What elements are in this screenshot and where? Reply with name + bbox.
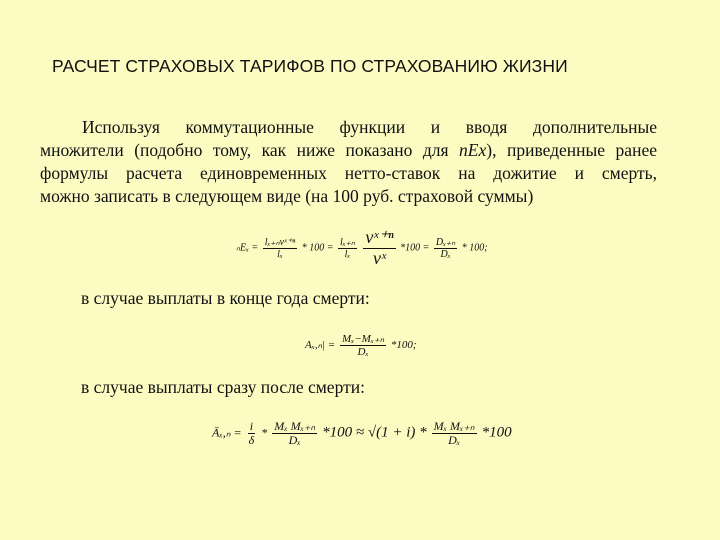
formula3-fraction-1 <box>272 420 317 447</box>
intro-line-2-term: nEx <box>459 140 487 160</box>
intro-line-2 <box>40 139 657 162</box>
formula-death-immediate <box>212 420 512 447</box>
formula3-interest-numerator: i <box>249 419 254 433</box>
formula3-middle: *100 ≈ √(1 + i) * <box>322 424 427 441</box>
formula3-fraction-2-denominator: Dₓ <box>448 433 461 448</box>
formula1-discount-fraction <box>363 228 395 269</box>
formula3-interest-fraction <box>247 420 257 447</box>
formula2-numerator: Mₓ−Mₓ₊ₙ <box>341 333 385 345</box>
formula3-star: * <box>261 425 268 440</box>
formula1-discount-numerator: vˣ⁺ⁿ <box>365 227 394 247</box>
formula2-lhs: Aₓ,ₙ| = <box>305 339 336 352</box>
formula1-fraction-2 <box>338 237 357 260</box>
formula1-fraction-3-denominator: Dₓ <box>440 248 451 260</box>
formula1-discount-denominator: vˣ <box>372 247 387 268</box>
formula2-fraction <box>340 333 386 358</box>
formula1-fraction-1-numerator: lₓ₊ₙvˣ⁺ⁿ <box>264 236 296 248</box>
formula2-end: *100; <box>390 339 417 352</box>
formula-survival <box>236 228 488 269</box>
formula1-fraction-1-denominator: lₓ <box>277 248 283 260</box>
formula3-fraction-2 <box>432 420 477 447</box>
intro-paragraph <box>40 116 657 208</box>
formula1-times-100: * 100 = <box>301 242 334 254</box>
formula2-denominator: Dₓ <box>357 346 369 359</box>
page-title: РАСЧЕТ СТРАХОВЫХ ТАРИФОВ ПО СТРАХОВАНИЮ ЖИЗНИ <box>52 56 568 76</box>
formula1-fraction-3 <box>434 237 457 260</box>
formula3-fraction-2-numerator: Mₓ Mₓ₊ₙ <box>433 419 475 433</box>
formula1-end: * 100; <box>461 242 488 254</box>
formula3-interest-denominator: δ <box>248 433 255 448</box>
formula-death-end-of-year <box>305 333 417 358</box>
formula1-fraction-1 <box>263 237 298 260</box>
formula3-lhs: Āₓ,ₙ = <box>212 425 242 440</box>
formula1-times-100b: *100 = <box>400 242 430 254</box>
intro-line-4: можно записать в следующем виде (на 100 руб. страховой суммы) <box>40 186 534 206</box>
case-end-of-year-label: в случае выплаты в конце года смерти: <box>81 288 370 308</box>
formula3-end: *100 <box>481 424 512 441</box>
intro-line-3: формулы расчета единовременных нетто-ставок на дожитие и смерть, <box>40 163 657 183</box>
formula3-fraction-1-denominator: Dₓ <box>288 433 301 448</box>
formula1-fraction-2-numerator: lₓ₊ₙ <box>340 236 355 248</box>
formula1-fraction-2-denominator: lₓ <box>344 248 351 260</box>
formula1-fraction-3-numerator: Dₓ₊ₙ <box>435 236 456 248</box>
formula3-fraction-1-numerator: Mₓ Mₓ₊ₙ <box>274 419 316 433</box>
formula1-lhs: ₙEₓ = <box>236 242 259 254</box>
intro-line-2-start: множители (подобно тому, как ниже показано для <box>40 140 460 160</box>
case-immediate-label: в случае выплаты сразу после смерти: <box>81 377 365 397</box>
intro-line-1: Используя коммутационные функции и вводя дополнительные <box>82 117 657 137</box>
intro-line-2-end: ), приведенные ранее <box>486 140 657 160</box>
